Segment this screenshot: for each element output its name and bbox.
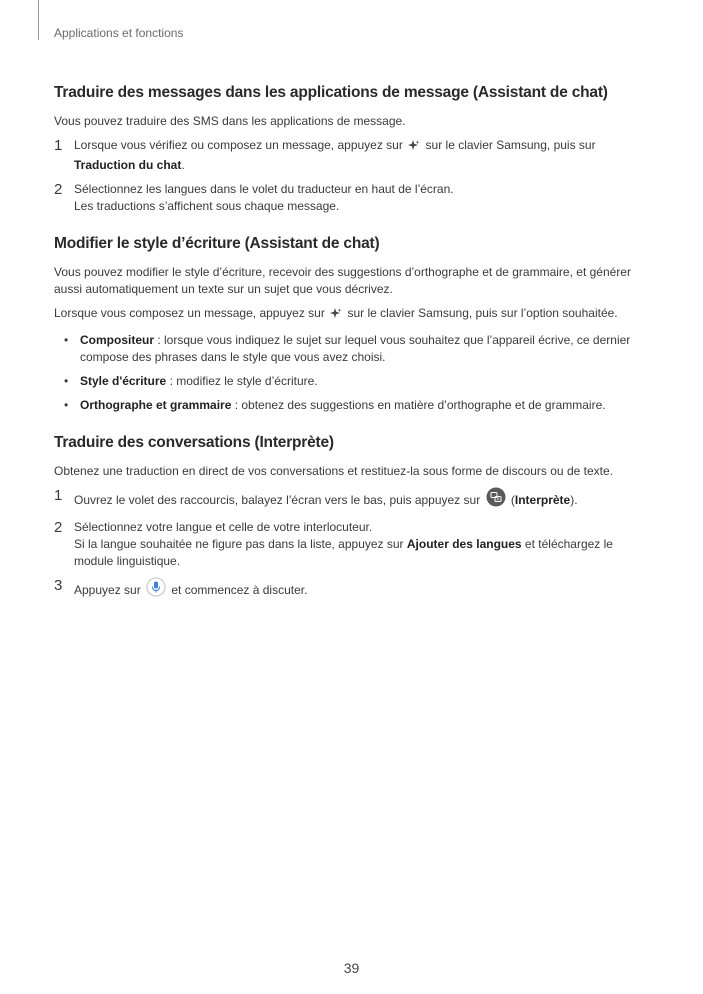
intro-part: Lorsque vous composez un message, appuyez sur [54,306,329,320]
step-text-part: Ouvrez le volet des raccourcis, balayez l’écran vers le bas, puis appuyez sur [74,493,484,507]
step-text-part: Si la langue souhaitée ne figure pas dans la liste, appuyez sur [74,537,407,551]
running-header: Applications et fonctions [54,26,184,40]
option-description: : modifiez le style d’écriture. [166,374,318,388]
step-number: 1 [54,487,63,504]
step-number: 2 [54,181,63,198]
step-3 [54,577,654,602]
margin-rule [38,0,39,40]
step-text [74,137,654,174]
step-text [74,519,654,570]
step-text [74,577,654,602]
step-1 [54,487,654,512]
step-number: 1 [54,137,63,154]
menu-name-chat-translation: Traduction du chat [74,158,182,172]
list-item [64,397,654,414]
page-content [54,84,654,622]
step-text-part: Appuyez sur [74,583,145,597]
step-text-part: Lorsque vous vérifiez ou composez un message, appuyez sur [74,138,407,152]
step-number: 3 [54,577,63,594]
bullet: • [64,398,69,412]
section-intro: Obtenez une traduction en direct de vos conversations et restituez-la sous forme de discours ou de texte. [54,464,613,478]
section-title: Traduire des conversations (Interprète) [54,434,334,451]
section-interpreter [54,434,654,602]
sparkle-icon [330,308,342,325]
step-number: 2 [54,519,63,536]
option-name: Compositeur [80,333,155,347]
list-item [64,332,654,366]
list-item [64,373,654,390]
menu-name-interpreter: Interprète [514,493,571,507]
step-2 [54,181,654,215]
sparkle-icon [408,140,420,157]
step-text-part: sur le clavier Samsung, puis sur [422,138,596,152]
intro-part: sur le clavier Samsung, puis sur l’option souhaitée. [344,306,618,320]
microphone-icon [146,577,166,602]
section-intro-2 [54,305,654,325]
step-text [74,181,654,215]
step-text-part: et téléchargez le module linguistique. [74,537,613,568]
step-line [74,536,654,570]
section-title: Traduire des messages dans les applications de message (Assistant de chat) [54,84,608,101]
section-intro: Vous pouvez traduire des SMS dans les applications de message. [54,114,406,128]
step-text-part: ). [570,493,578,507]
page-number: 39 [343,960,360,976]
section-writing-style [54,235,654,414]
option-description: : obtenez des suggestions en matière d’orthographe et de grammaire. [231,398,606,412]
step-line: Sélectionnez les langues dans le volet du traducteur en haut de l’écran. [74,182,454,196]
interpreter-icon [486,487,506,512]
option-name: Orthographe et grammaire [80,398,232,412]
section-translate-messages [54,84,654,215]
step-line: Les traductions s’affichent sous chaque message. [74,199,340,213]
step-text-part: et commencez à discuter. [168,583,308,597]
svg-text:A: A [496,496,499,502]
step-text-part: ( [507,493,515,507]
step-line: Sélectionnez votre langue et celle de votre interlocuteur. [74,520,373,534]
bullet: • [64,374,69,388]
step-text [74,487,654,512]
option-name: Style d'écriture [80,374,167,388]
menu-name-add-languages: Ajouter des langues [406,537,522,551]
step-text-part: . [181,158,185,172]
step-1 [54,137,654,174]
section-intro: Vous pouvez modifier le style d’écriture, recevoir des suggestions d’orthographe et de grammaire, et générer aussi automatiquement un texte sur un sujet que vous décrivez. [54,265,631,296]
section-title: Modifier le style d’écriture (Assistant de chat) [54,235,380,252]
options-list [54,332,654,414]
option-description: : lorsque vous indiquez le sujet sur lequel vous souhaitez que l’appareil écrive, ce dernier compose des phrases dans le style que vous avez choisi. [80,333,631,364]
bullet: • [64,333,69,347]
step-2 [54,519,654,570]
